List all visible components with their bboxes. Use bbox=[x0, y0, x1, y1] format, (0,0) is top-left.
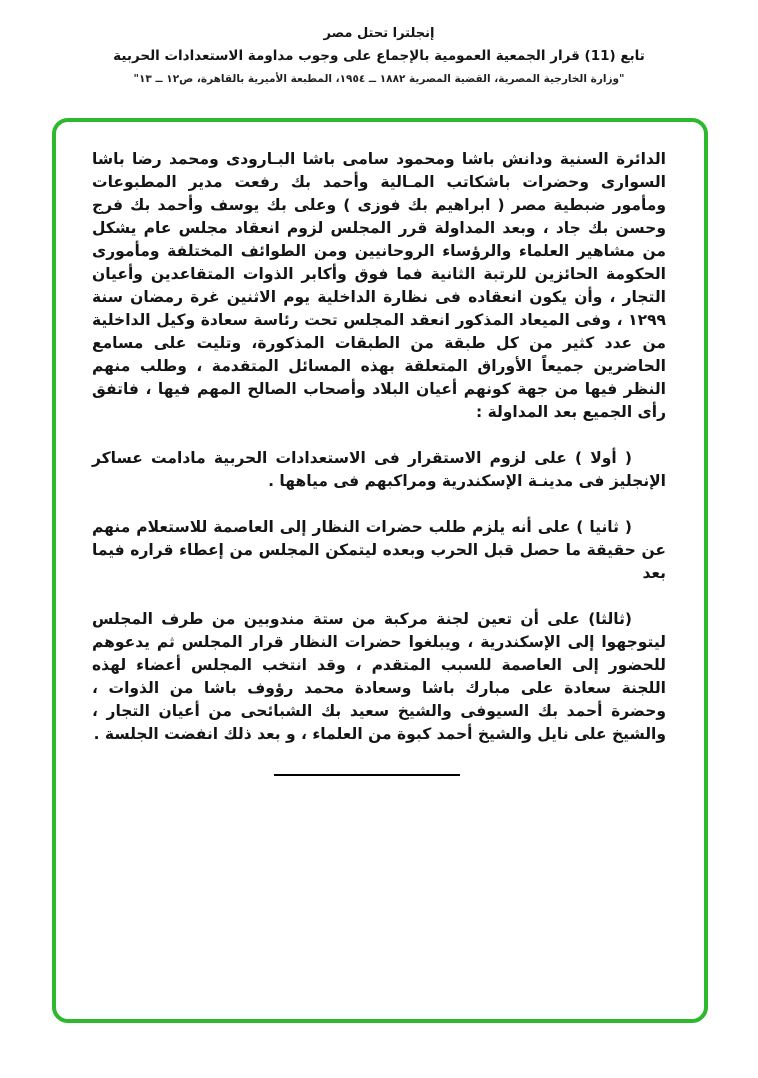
header-source-citation: "وزارة الخارجية المصرية، القضية المصرية ١٨٨٢ ــ ١٩٥٤، المطبعة الأميرية بالقاهرة، ص١٢ ــ ١٣" bbox=[133, 73, 625, 85]
end-of-text-divider bbox=[274, 774, 460, 776]
paragraph-resolution-third: (ثالثا) على أن تعين لجنة مركبة من ستة مندوبين من طرف المجلس ليتوجهوا إلى الإسكندرية ، ويبلغوا حضرات النظار قرار المجلس ثم يدعوهم للحضور إلى العاصمة للسبب المتقدم ، وقد انتخب المجلس أعضاء لهذه اللجنة سعادة على مبارك باشا وسعادة محمد رؤوف باشا من الذوات ، وحضرة أحمد بك السيوفى والشيخ سعيد بك الشبائحى من أعيان التجار ، والشيخ على نايل والشيخ أحمد كبوة من العلماء ، و بعد ذلك انفضت الجلسة . bbox=[92, 610, 666, 743]
header-subtitle: تابع (11) قرار الجمعية العمومية بالإجماع على وجوب مداومة الاستعدادات الحربية bbox=[113, 48, 645, 64]
paragraph-council-session: الدائرة السنية ودانش باشا ومحمود سامى باشا البـارودى ومحمد رضا باشا السوارى وحضرات باشكاتب المـالية وأحمد بك رفعت مدير المطبوعات ومأمور ضبطية مصر ( ابراهيم بك فوزى ) وعلى بك يوسف وأحمد بك فرج وحسن بك جاد ، وبعد المداولة قرر المجلس لزوم انعقاد مجلس عام يشكل من مشاهير العلماء والرؤساء الروحانيين ومن الطوائف المختلفة ومأمورى الحكومة الحائزين للرتبة الثانية فما فوق وأكابر الذوات المتقاعدين وأعيان التجار ، وأن يكون انعقاده فى نظارة الداخلية يوم الاثنين غرة رمضان سنة ١٢٩٩ ، وفى الميعاد المذكور انعقد المجلس تحت رئاسة سعادة وكيل الداخلية من عدد كثير من كل طبقة من الطبقات المذكورة، وتليت على مسامع الحاضرين جميعاً الأوراق المتعلقة بهذه المسائل المتقدمة ، وطلب منهم النظر فيها من جهة كونهم أعيان البلاد وأصحاب الصالح المهم فيها ، فاتفق رأى الجميع بعد المداولة : bbox=[92, 150, 666, 421]
header-title: إنجلترا تحتل مصر bbox=[323, 26, 435, 41]
document-body bbox=[92, 148, 666, 776]
document-header bbox=[0, 26, 758, 85]
paragraph-resolution-second: ( ثانيا ) على أنه يلزم طلب حضرات النظار إلى العاصمة للاستعلام منهم عن حقيقة ما حصل قبل الحرب وبعده ليتمكن المجلس من إعطاء قراره فيما بعد bbox=[92, 518, 666, 582]
green-border-frame bbox=[52, 118, 708, 1023]
paragraph-resolution-first: ( أولا ) على لزوم الاستقرار فى الاستعدادات الحربية مادامت عساكر الإنجليز فى مدينـة الإسكندرية ومراكبهم فى مياهها . bbox=[92, 449, 666, 490]
